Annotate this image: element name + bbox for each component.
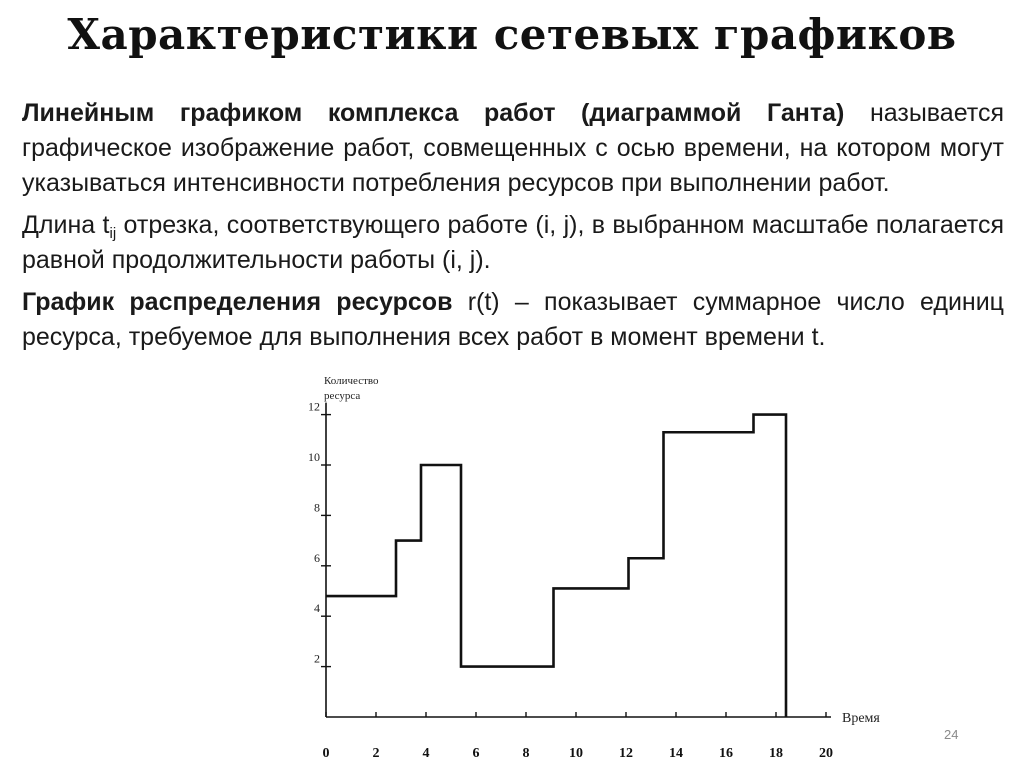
resource-chart-svg [280, 362, 900, 767]
x-tick-label: 8 [522, 746, 530, 761]
x-tick-label: 2 [372, 746, 380, 761]
page-number: 24 [944, 727, 959, 742]
x-tick-label: 6 [472, 746, 480, 761]
x-tick-label: 12 [619, 746, 633, 761]
definition-resource-chart: r(t) – показывает суммарное число единиц ресурса, требуемое для выполнения всех работ в момент времени t. [22, 288, 1005, 351]
resource-step-line [326, 415, 786, 717]
y-tick-label: 8 [314, 500, 320, 515]
definition-gantt: называется графическое изображение работ, совмещенных с осью времени, на котором могут указываться интенсивности потребления ресурсов при выполнении работ. [22, 99, 1004, 197]
y-tick-label: 10 [308, 450, 320, 464]
y-axis-label-line2: ресурса [324, 390, 361, 402]
x-tick-label: 10 [569, 746, 583, 761]
term-gantt: Линейным графиком комплекса работ (диаграммой Ганта) [22, 99, 845, 127]
length-subscript: ij [109, 225, 117, 242]
length-text-before: Длина t [22, 211, 110, 239]
paragraph-gantt [22, 96, 1004, 201]
slide-title: Характеристики сетевых графиков [67, 10, 957, 59]
y-tick-label: 12 [308, 399, 320, 414]
term-resource-chart: График распределения ресурсов [22, 288, 453, 316]
x-tick-label: 0 [322, 746, 330, 761]
x-tick-label: 20 [819, 746, 833, 761]
paragraph-length [22, 208, 1004, 278]
x-tick-label: 14 [669, 746, 683, 761]
x-axis-label: Время [842, 711, 880, 726]
paragraph-resource [22, 285, 1004, 355]
y-tick-label: 4 [314, 601, 320, 616]
y-tick-label: 6 [314, 550, 320, 565]
y-axis-label-line1: Количество [324, 375, 379, 387]
y-tick-label: 2 [314, 651, 320, 666]
x-tick-label: 18 [769, 746, 783, 761]
x-tick-label: 4 [422, 746, 430, 761]
length-text-after: отрезка, соответствующего работе (i, j), в выбранном масштабе полагается равной продолжительности работы (i, j). [22, 211, 1004, 274]
resource-chart [280, 362, 900, 767]
body-text [22, 96, 1004, 362]
x-tick-label: 16 [719, 746, 733, 761]
